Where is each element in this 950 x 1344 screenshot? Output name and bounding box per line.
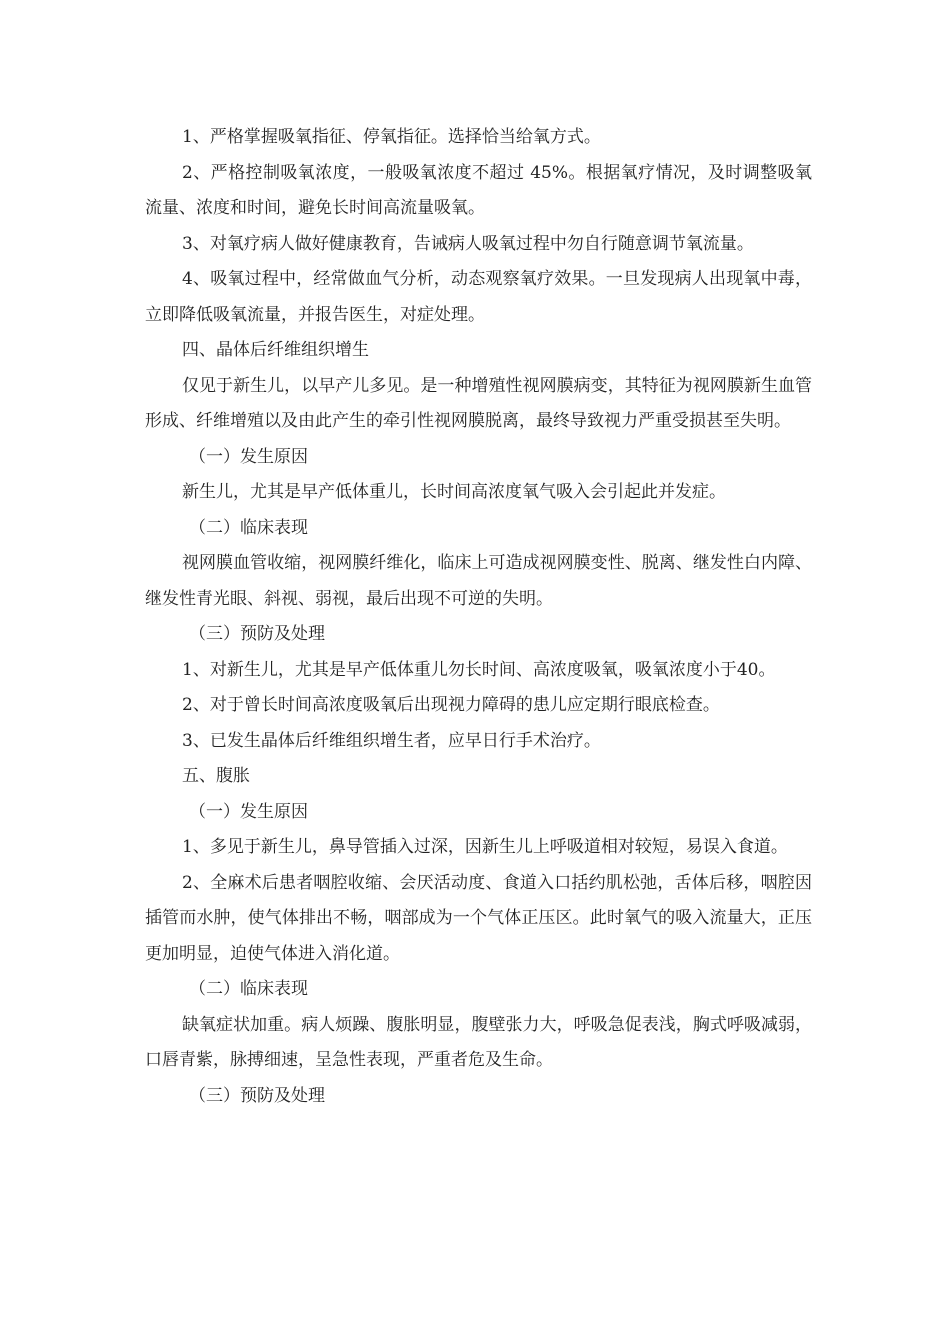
paragraph-rlf-cause: 新生儿，尤其是早产低体重儿，长时间高浓度氧气吸入会引起此并发症。 xyxy=(182,482,726,502)
document-body xyxy=(145,120,812,1114)
subheading-cause: （一）发生原因 xyxy=(189,801,308,822)
paragraph-rlf-prevention-2: 2、对于曾长时间高浓度吸氧后出现视力障碍的患儿应定期行眼底检查。 xyxy=(182,695,720,715)
paragraph-rlf-prevention-3: 3、已发生晶体后纤维组织增生者，应早日行手术治疗。 xyxy=(182,730,601,751)
subheading-prevention-treatment: （三）预防及处理 xyxy=(189,1085,325,1106)
paragraph-rlf-manifestation: 视网膜血管收缩，视网膜纤维化，临床上可造成视网膜变性、脱离、继发性白内障、继发性青光眼、斜视、弱视，最后出现不可逆的失明。 xyxy=(145,553,812,609)
paragraph-oxygen-indication: 1、严格掌握吸氧指征、停氧指征。选择恰当给氧方式。 xyxy=(182,127,601,147)
section-heading-abdominal-distension: 五、腹胀 xyxy=(182,766,250,786)
subheading-prevention-treatment: （三）预防及处理 xyxy=(189,624,325,644)
subheading-clinical-manifestation: （二）临床表现 xyxy=(189,979,308,999)
paragraph-rlf-description: 仅见于新生儿，以早产儿多见。是一种增殖性视网膜病变，其特征为视网膜新生血管形成、纤维增殖以及由此产生的牵引性视网膜脱离，最终导致视力严重受损甚至失明。 xyxy=(145,375,812,431)
paragraph-oxygen-concentration: 2、严格控制吸氧浓度，一般吸氧浓度不超过 45%。根据氧疗情况，及时调整吸氧流量、浓度和时间，避免长时间高流量吸氧。 xyxy=(145,162,812,218)
subheading-cause: （一）发生原因 xyxy=(189,446,308,467)
paragraph-rlf-prevention-1: 1、对新生儿，尤其是早产低体重儿勿长时间、高浓度吸氧，吸氧浓度小于40。 xyxy=(182,659,776,680)
subheading-clinical-manifestation: （二）临床表现 xyxy=(189,517,308,538)
paragraph-health-education: 3、对氧疗病人做好健康教育，告诫病人吸氧过程中勿自行随意调节氧流量。 xyxy=(182,233,754,254)
paragraph-blood-gas-analysis: 4、吸氧过程中，经常做血气分析，动态观察氧疗效果。一旦发现病人出现氧中毒，立即降低吸氧流量，并报告医生，对症处理。 xyxy=(145,269,812,325)
paragraph-distension-manifestation: 缺氧症状加重。病人烦躁、腹胀明显，腹壁张力大，呼吸急促表浅，胸式呼吸减弱，口唇青紫，脉搏细速，呈急性表现，严重者危及生命。 xyxy=(145,1014,812,1070)
paragraph-distension-cause-1: 1、多见于新生儿，鼻导管插入过深，因新生儿上呼吸道相对较短，易误入食道。 xyxy=(182,837,788,857)
section-heading-retrolental-fibroplasia: 四、晶体后纤维组织增生 xyxy=(182,340,369,360)
paragraph-distension-cause-2: 2、全麻术后患者咽腔收缩、会厌活动度、食道入口括约肌松弛，舌体后移，咽腔因插管而水肿，使气体排出不畅，咽部成为一个气体正压区。此时氧气的吸入流量大，正压更加明显，迫使气体进入消化道。 xyxy=(145,872,812,964)
